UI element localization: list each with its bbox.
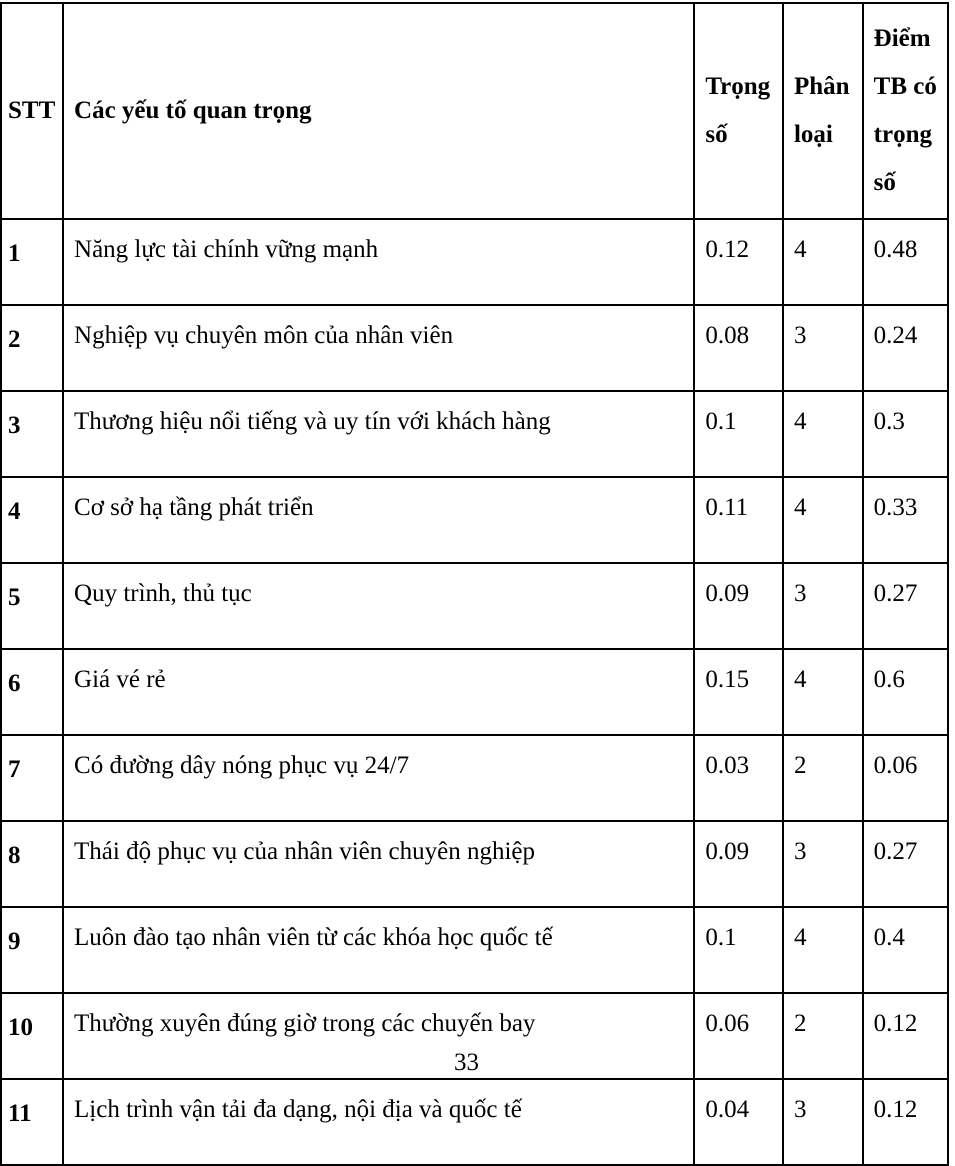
table-row: [1, 477, 948, 563]
row-weighted-score: 0.27: [863, 821, 948, 907]
row-stt: 11: [1, 1079, 63, 1165]
row-weighted-score: 0.33: [863, 477, 948, 563]
row-weighted-score: 0.4: [863, 907, 948, 993]
row-factor: Thái độ phục vụ của nhân viên chuyên nghiệp: [63, 821, 694, 907]
row-stt: 8: [1, 821, 63, 907]
row-rating: 4: [783, 391, 863, 477]
row-rating: 4: [783, 219, 863, 305]
table-row: [1, 563, 948, 649]
row-weighted-score: 0.12: [863, 993, 948, 1079]
header-rating: Phân loại: [783, 3, 863, 219]
row-factor: Năng lực tài chính vững mạnh: [63, 219, 694, 305]
page-number: 33: [454, 1049, 479, 1076]
row-factor: Cơ sở hạ tầng phát triển: [63, 477, 694, 563]
row-factor: Thường xuyên đúng giờ trong các chuyến bay: [63, 993, 694, 1079]
row-weight: 0.09: [694, 821, 783, 907]
table-row: [1, 907, 948, 993]
table-row: [1, 219, 948, 305]
row-rating: 4: [783, 649, 863, 735]
row-weighted-score: 0.48: [863, 219, 948, 305]
row-stt: 4: [1, 477, 63, 563]
table-row: [1, 821, 948, 907]
row-stt: 7: [1, 735, 63, 821]
row-rating: 4: [783, 477, 863, 563]
row-rating: 2: [783, 993, 863, 1079]
row-factor: Có đường dây nóng phục vụ 24/7: [63, 735, 694, 821]
row-stt: 1: [1, 219, 63, 305]
row-weight: 0.11: [694, 477, 783, 563]
row-weight: 0.08: [694, 305, 783, 391]
table-row: [1, 391, 948, 477]
row-stt: 3: [1, 391, 63, 477]
row-rating: 3: [783, 305, 863, 391]
row-factor: Luôn đào tạo nhân viên từ các khóa học quốc tế: [63, 907, 694, 993]
row-rating: 4: [783, 907, 863, 993]
table-row: [1, 305, 948, 391]
internal-factor-table: [0, 2, 949, 1166]
row-weighted-score: 0.12: [863, 1079, 948, 1165]
table-header-row: [1, 3, 948, 219]
row-weighted-score: 0.27: [863, 563, 948, 649]
row-stt: 5: [1, 563, 63, 649]
row-rating: 3: [783, 821, 863, 907]
row-weight: 0.03: [694, 735, 783, 821]
row-weight: 0.12: [694, 219, 783, 305]
row-weight: 0.15: [694, 649, 783, 735]
row-weighted-score: 0.06: [863, 735, 948, 821]
header-weight: Trọng số: [694, 3, 783, 219]
row-weighted-score: 0.3: [863, 391, 948, 477]
row-weight: 0.1: [694, 391, 783, 477]
row-rating: 2: [783, 735, 863, 821]
table-row: [1, 649, 948, 735]
header-factor: Các yếu tố quan trọng: [63, 3, 694, 219]
table-row: [1, 1079, 948, 1165]
row-rating: 3: [783, 1079, 863, 1165]
row-weighted-score: 0.6: [863, 649, 948, 735]
row-factor: Giá vé rẻ: [63, 649, 694, 735]
row-stt: 6: [1, 649, 63, 735]
row-weight: 0.09: [694, 563, 783, 649]
row-factor: Lịch trình vận tải đa dạng, nội địa và quốc tế: [63, 1079, 694, 1165]
row-weight: 0.04: [694, 1079, 783, 1165]
row-factor: Nghiệp vụ chuyên môn của nhân viên: [63, 305, 694, 391]
row-weight: 0.1: [694, 907, 783, 993]
row-factor: Thương hiệu nổi tiếng và uy tín với khách hàng: [63, 391, 694, 477]
header-weighted-score: Điểm TB có trọng số: [863, 3, 948, 219]
row-stt: 2: [1, 305, 63, 391]
row-weight: 0.06: [694, 993, 783, 1079]
row-rating: 3: [783, 563, 863, 649]
row-weighted-score: 0.24: [863, 305, 948, 391]
header-stt: STT: [1, 3, 63, 219]
row-stt: 9: [1, 907, 63, 993]
row-stt: 10: [1, 993, 63, 1079]
row-factor: Quy trình, thủ tục: [63, 563, 694, 649]
table-row: [1, 735, 948, 821]
